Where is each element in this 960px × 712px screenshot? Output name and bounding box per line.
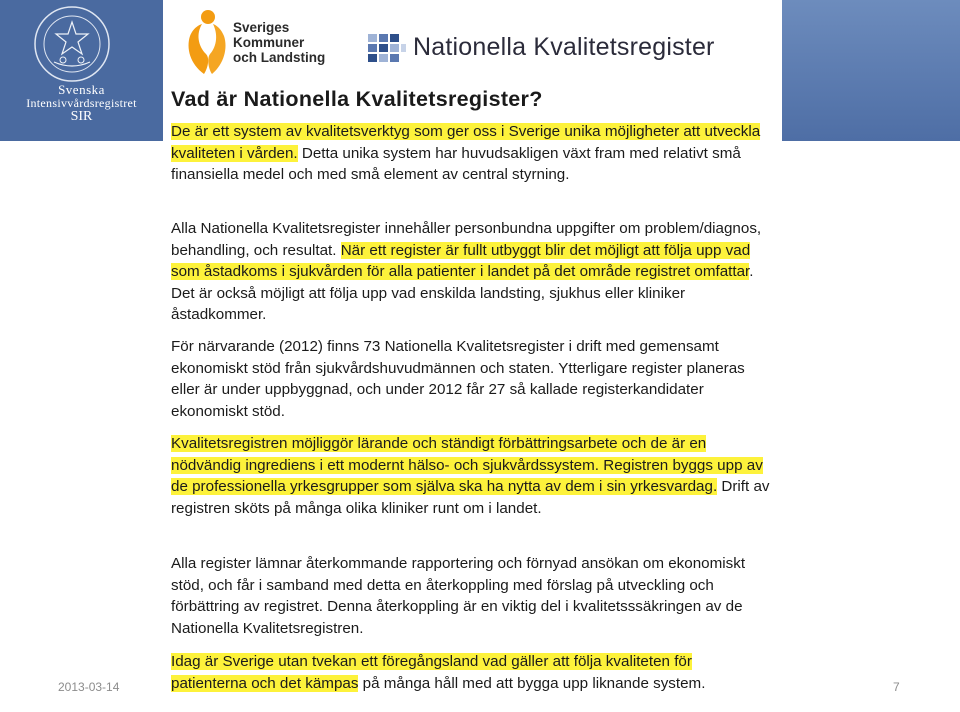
paragraph-2	[171, 218, 771, 326]
header-band	[782, 0, 960, 141]
sir-name-line1: Svenska	[58, 82, 105, 97]
slide-number: 7	[893, 680, 900, 694]
paragraph-3	[171, 336, 771, 422]
text-span: . Det är också möjligt att följa upp vad enskilda landsting, sjukhus eller kliniker åstadkommer.	[171, 263, 754, 323]
paragraph-6	[171, 651, 771, 694]
text-span: på många håll med att bygga upp liknande system.	[358, 674, 706, 692]
highlight: De är ett system av kvalitetsverktyg som ger oss i Sverige unika möjligheter att utveckla kvaliteten i vården.	[171, 123, 761, 162]
text-span: Drift av registren sköts på många olika kliniker runt om i landet.	[171, 478, 770, 517]
nkr-logo-text: Nationella Kvalitetsregister	[413, 33, 715, 61]
sir-name-line2: Intensivvårdsregistret	[26, 96, 137, 110]
sir-acronym: SIR	[70, 109, 93, 124]
skl-logo-text: Sveriges Kommuner och Landsting	[233, 20, 326, 65]
text-span: För närvarande (2012) finns 73 Nationella Kvalitetsregister i drift med gemensamt ekonomiskt stöd från sjukvårdshuvudmännen och staten. Ytterligare register planeras eller är under uppbyggnad, och under 2012 får 27 så kallade registerkandidater ekonomiskt stöd.	[171, 338, 745, 420]
text-span: Alla register lämnar återkommande rapportering och förnyad ansökan om ekonomiskt stöd, och får i samband med detta en återkoppling med förslag på utveckling och förbättring av registret. Denna återkoppling är en viktig del i kvalitetsssäkringen av de Nationella Kvalitetsregistren.	[171, 555, 746, 637]
sir-seal-logo	[32, 4, 112, 84]
document-image	[163, 0, 782, 712]
skl-logo-icon	[180, 8, 235, 76]
slide-date: 2013-03-14	[58, 680, 120, 694]
paragraph-1	[171, 121, 771, 186]
text-span: Detta unika system har huvudsakligen växt fram med relativt små finansiella medel och med små element av central styrning.	[171, 144, 741, 183]
highlight: Idag är Sverige utan tvekan ett föregångsland vad gäller att följa kvaliteten för patienterna och det kämpas	[171, 653, 692, 692]
document-title: Vad är Nationella Kvalitetsregister?	[171, 87, 543, 111]
paragraph-4	[171, 433, 771, 519]
nkr-grid-icon	[368, 34, 406, 68]
text-span: Alla Nationella Kvalitetsregister innehåller personbundna uppgifter om problem/diagnos, behandling, och resultat.	[171, 220, 762, 259]
highlight: När ett register är fullt utbyggt blir det möjligt att följa upp vad som åstadkoms i sjukvården för alla patienter i landet på det område registret omfattar	[171, 241, 751, 280]
sir-header	[0, 0, 163, 141]
highlight: Kvalitetsregistren möjliggör lärande och ständigt förbättringsarbete och de är en nödvändig ingrediens i ett modernt hälso- och sjukvårdssystem. Registren byggs upp av de professionella yrkesgrupper som själva ska ha nytta av dem i sin yrkesvardag.	[171, 435, 763, 495]
paragraph-5	[171, 553, 771, 639]
